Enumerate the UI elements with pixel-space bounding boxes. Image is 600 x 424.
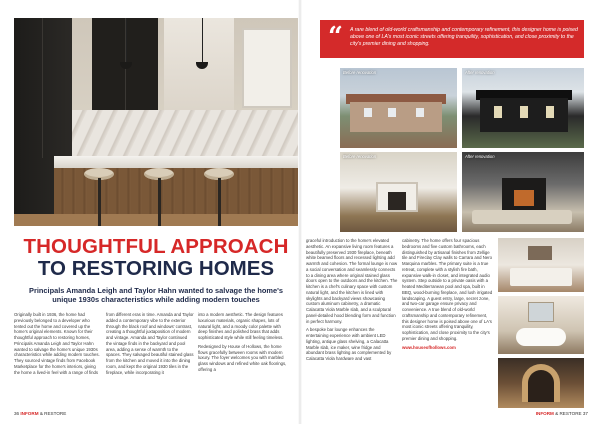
article-headline (14, 236, 298, 279)
body-paragraph: graceful introduction to the home's elevated aesthetic. An expansive living room features a beautifully preserved 1930 fireplace, beneath white beamed floors and recessed lighting add warmth and cohesion. The formal lounge is now a social conversation and seamlessly connects to a dining area where original stained glass doors open to the outdoors and the kitchen. The kitchen is a chef's culinary space with custom natural light, and the kitchen is lined with skylights and backyard views showcasing custom aluminum cabinetry, a dramatic Calacatta Viola Marble slab, and a sculptural panel-detailed hood blending form and function in perfect harmony. (306, 238, 398, 324)
stool-leg (98, 178, 101, 226)
kitchen-window (242, 28, 292, 108)
page-gutter (298, 0, 302, 424)
bathtub (516, 328, 566, 346)
article-subhead: Principals Amanda Leigh and Taylor Hahn wanted to salvage the home's unique 1930s characteristics while adding modern touches (29, 286, 283, 305)
pull-quote-text: A rare blend of old-world craftsmanship and contemporary refinement, this designer home is poised above one of LA's most iconic streets offering tranquility, sophistication, and close proximity to the city's premier dining and shopping. (350, 27, 578, 48)
window (388, 108, 396, 117)
body-column-5 (402, 238, 494, 353)
body-paragraph: Redesigned by House of Hollows, the home flows gracefully between rooms with modern luxury. The foyer welcomes you with marbled glass windows and refined white oak floorings, offering a (198, 343, 287, 372)
wood-floor (14, 214, 298, 226)
photo-caption: After renovation (465, 70, 495, 75)
headline-line-2: TO RESTORING HOMES (37, 256, 275, 280)
wall-art (528, 246, 552, 260)
arch-opening (528, 370, 554, 402)
after-interior-photo (462, 152, 584, 232)
window (364, 108, 372, 117)
window (520, 106, 528, 118)
quote-mark-icon: “ (328, 22, 343, 52)
body-paragraph: cabinetry. The home offers four spacious bedrooms and five custom bathrooms, each distinguished by artisanal finishes from Zellige tile and Fireclay Clay walls to Carrara and Nero Marquina marbles. The primary suite is a true retreat, complete with a stylish fire bath, expansive walk-in closet, and integrated audio system. Step outside to a private oasis with a heated Mediterranean pool and spa, built in BBQ, wood-burning fireplace, and lush irrigated landscaping. A guest entry, large, secret zone, and two-car garage ensure privacy and convenience. A true blend of old-world craftsmanship and contemporary refinement, this designer home is poised above one of LA's most iconic streets offering tranquility, sophistication, and close proximity to the city's premier dining and shopping. (402, 238, 493, 341)
body-paragraph: A bespoke bar lounge enhances the entertaining experience with ambient LED lighting, antique glass shelving, a Calacatta Marble slab, ice maker, wine fridge and abundant brass lighting as complemented by Calacatta Viola hardware and vast (306, 327, 392, 361)
window (494, 106, 502, 118)
photo-caption: After renovation (465, 154, 495, 159)
pendant-cord (126, 18, 127, 62)
body-paragraph: into a modern aesthetic. The design features luxurious materials, organic shapes, lots of natural light, and a moody color palette with deep finishes and polished brass that adds sophisticated style while still feeling timeless. (198, 312, 284, 340)
brand-name: INFORM (535, 411, 554, 416)
house-facade (350, 102, 442, 132)
before-interior-photo (340, 152, 457, 232)
body-column-4 (306, 238, 398, 365)
body-column-2 (106, 312, 194, 378)
sofa (472, 210, 572, 224)
page-number: 37 (582, 411, 588, 416)
section-name: & RESTORE (555, 411, 582, 416)
window (546, 106, 554, 118)
headline-line-1: THOUGHTFUL APPROACH (23, 235, 289, 258)
bed (510, 268, 572, 286)
website-link[interactable]: www.houseofhollows.com (402, 344, 456, 350)
stool-leg (158, 178, 161, 226)
body-paragraph: from different eras in time. Amanda and Taylor added a contemporary vibe to the exterior through the black roof and windows' contrast, creating a thoughtful juxtaposition of modern and vintage. Amanda and Taylor continued the vintage finds in the backyard and pool area, adding a sense of warmth to the spaces. They salvaged beautiful stained glass from the kitchen and moved it into the dining room, and kept the original 1930 tiles in the fireplace, while incorporating it (106, 312, 194, 375)
bedroom-photo (498, 238, 584, 292)
photo-caption: Before renovation (343, 70, 377, 75)
fireplace-fire (514, 190, 534, 206)
right-folio (536, 411, 588, 416)
fireplace-opening (388, 192, 406, 210)
photo-caption: Before renovation (343, 154, 377, 159)
archway-photo (498, 358, 584, 408)
bathroom-photo (498, 296, 584, 354)
page-number: 36 (14, 411, 20, 416)
body-paragraph: Originally built in 1936, the home had previously belonged to a developer who tented out the home and covered up the home's original elements. Known for their thoughtful approach to restoring homes, Principals Amanda Leigh and Taylor Hahn wanted to salvage the home's unique 1930s characteristics while adding modern touches. They sourced vintage finds from Facebook Marketplace for the home's interiors, giving the home a lived-in feel with a range of finds (14, 312, 100, 375)
brand-name: INFORM (20, 411, 39, 416)
pendant-cord (202, 18, 203, 62)
section-name: & RESTORE (39, 411, 67, 416)
window (416, 108, 424, 117)
kitchen-hero-photo (14, 18, 298, 226)
marble-island-top (54, 156, 298, 168)
pull-quote (320, 20, 584, 58)
mirror (528, 302, 554, 322)
after-exterior-photo (462, 68, 584, 148)
body-column-1 (14, 312, 102, 378)
before-exterior-photo (340, 68, 457, 148)
left-folio (14, 411, 66, 416)
marble-backsplash (72, 110, 298, 158)
body-column-3 (198, 312, 288, 376)
stool-leg (218, 178, 221, 226)
